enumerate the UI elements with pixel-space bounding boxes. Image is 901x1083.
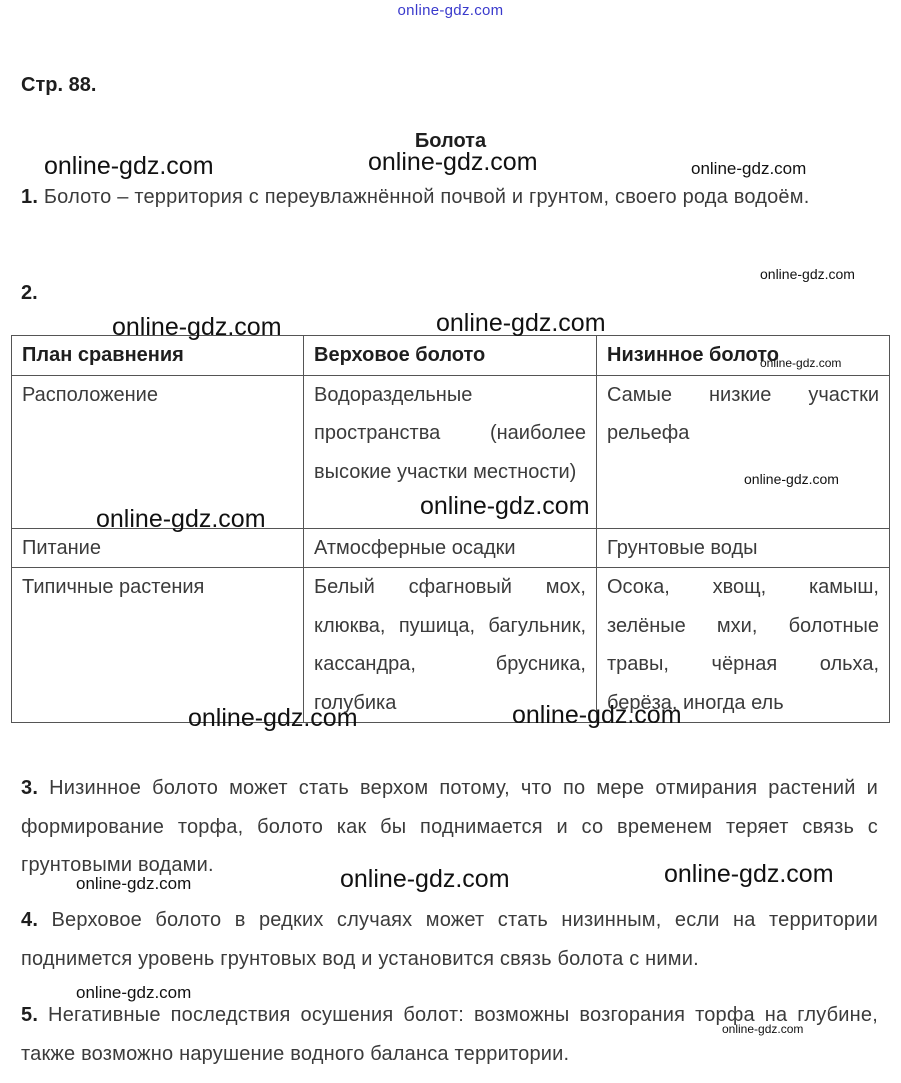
row-feeding-lowland: Грунтовые воды bbox=[597, 528, 890, 568]
watermark: online-gdz.com bbox=[722, 1022, 804, 1036]
watermark: online-gdz.com bbox=[664, 860, 834, 888]
answer-4-number: 4. bbox=[21, 909, 39, 931]
answer-5-text: Негативные последствия осушения болот: возможны возгорания торфа на глубине, также возможно нарушение водного баланса территории. bbox=[21, 1004, 878, 1065]
row-location-lowland: Самые низкие участки рельефа bbox=[597, 375, 890, 528]
row-location-upland: Водораздельные пространства (наиболее высокие участки местности) bbox=[304, 375, 597, 528]
answer-1-number: 1. bbox=[21, 186, 39, 208]
table-row bbox=[12, 568, 890, 723]
watermark: online-gdz.com bbox=[691, 159, 807, 178]
answer-5-number: 5. bbox=[21, 1004, 39, 1026]
watermark: online-gdz.com bbox=[744, 471, 839, 487]
watermark: online-gdz.com bbox=[760, 266, 855, 282]
watermark: online-gdz.com bbox=[368, 148, 538, 176]
watermark: online-gdz.com bbox=[76, 874, 192, 893]
watermark: online-gdz.com bbox=[512, 701, 682, 729]
page-number: Стр. 88. bbox=[21, 74, 97, 96]
watermark: online-gdz.com bbox=[112, 313, 282, 341]
row-feeding-upland: Атмосферные осадки bbox=[304, 528, 597, 568]
watermark: online-gdz.com bbox=[76, 983, 192, 1002]
answer-4 bbox=[21, 901, 878, 978]
answer-1-text: Болото – территория с переувлажнённой почвой и грунтом, своего рода водоём. bbox=[43, 186, 810, 208]
header-plan: План сравнения bbox=[12, 336, 304, 376]
row-plants-upland: Белый сфагновый мох, клюква, пушица, багульник, кассандра, брусника, голубика bbox=[304, 568, 597, 723]
answer-1 bbox=[21, 178, 878, 217]
top-watermark: online-gdz.com bbox=[397, 2, 504, 19]
header-upland: Верховое болото bbox=[304, 336, 597, 376]
watermark: online-gdz.com bbox=[760, 356, 842, 370]
answer-2-number: 2. bbox=[21, 282, 38, 304]
answer-3-number: 3. bbox=[21, 777, 39, 799]
watermark: online-gdz.com bbox=[436, 309, 606, 337]
row-plants-lowland: Осока, хвощ, камыш, зелёные мхи, болотные травы, чёрная ольха, берёза, иногда ель bbox=[597, 568, 890, 723]
answer-4-text: Верховое болото в редких случаях может стать низинным, если на территории поднимется уровень грунтовых вод и установится связь болота с ними. bbox=[21, 909, 878, 970]
row-location-criterion: Расположение bbox=[12, 375, 304, 528]
watermark: online-gdz.com bbox=[420, 492, 590, 520]
answer-3-text: Низинное болото может стать верхом потому, что по мере отмирания растений и формирование торфа, болото как бы поднимается и со временем теряет связь с грунтовыми водами. bbox=[21, 777, 878, 876]
row-feeding-criterion: Питание bbox=[12, 528, 304, 568]
watermark: online-gdz.com bbox=[188, 704, 358, 732]
header-lowland: Низинное болото bbox=[597, 336, 890, 376]
watermark: online-gdz.com bbox=[96, 505, 266, 533]
watermark: online-gdz.com bbox=[340, 865, 510, 893]
row-plants-criterion: Типичные растения bbox=[12, 568, 304, 723]
watermark: online-gdz.com bbox=[44, 152, 214, 180]
section-title: Болота bbox=[414, 130, 487, 152]
